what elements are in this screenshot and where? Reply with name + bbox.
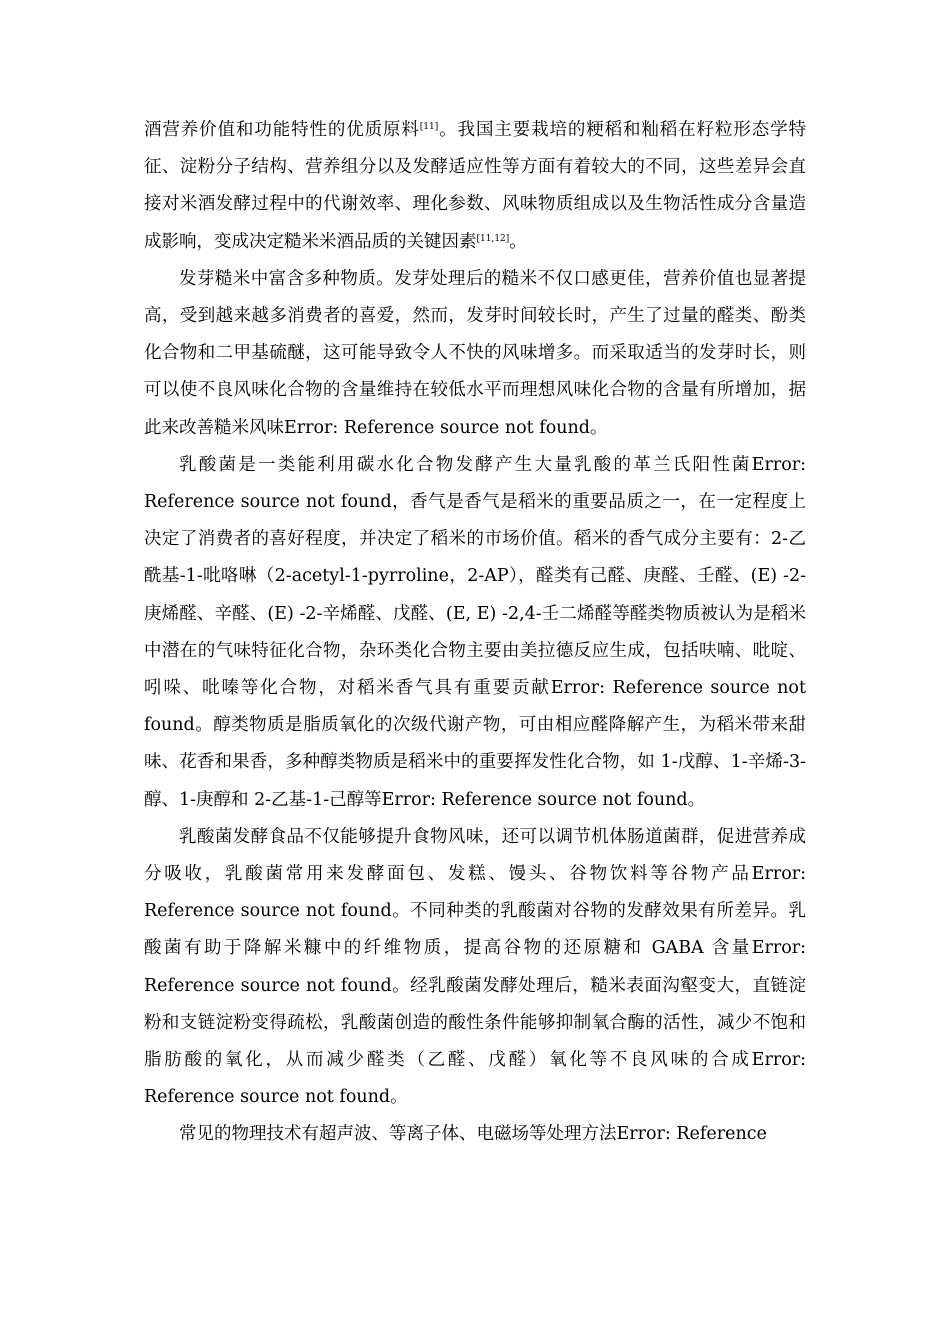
paragraph-text: 。我国主要栽培的粳稻和籼稻在籽粒形态学特征、淀粉分子结构、营养组分以及发酵适应性等方面有着较大的不同，这些差异会直接对米酒发酵过程中的代谢效率、理化参数、风味物质组成以及生物活性成分含量造成影响，变成决定糙米米酒品质的关键因素 [144, 120, 807, 252]
paragraph-text: 酒营养价值和功能特性的优质原料 [144, 120, 420, 140]
citation-ref: [11,12] [476, 233, 510, 244]
paragraph [144, 1116, 806, 1153]
paragraph-text: 乳酸菌是一类能利用碳水化合物发酵产生大量乳酸的革兰氏阳性菌Error: Reference source not found，香气是香气是稻米的重要品质之一，在一定程度上决定了消费者的喜好程度，并决定了稻米的市场价值。稻米的香气成分主要有：2-乙酰基-1-吡咯啉（2-acetyl-1-pyrroline，2-AP），醛类有己醛、庚醛、壬醛、(E) -2-庚烯醛、辛醛、(E) -2-辛烯醛、戊醛、(E, E) -2,4-壬二烯醛等醛类物质被认为是稻米中潜在的气味特征化合物，杂环类化合物主要由美拉德反应生成，包括呋喃、吡啶、吲哚、吡嗪等化合物，对稻米香气具有重要贡献Error: Reference source not found。醇类物质是脂质氧化的次级代谢产物，可由相应醛降解产生，为稻米带来甜味、花香和果香，多种醇类物质是稻米中的重要挥发性化合物，如 1-戊醇、1-辛烯-3-醇、1-庚醇和 2-乙基-1-己醇等Error: Reference source not found。 [144, 454, 806, 810]
document-page [144, 112, 806, 1154]
paragraph [144, 112, 806, 261]
paragraph-text: 发芽糙米中富含多种物质。发芽处理后的糙米不仅口感更佳，营养价值也显著提高，受到越来越多消费者的喜爱，然而，发芽时间较长时，产生了过量的醛类、酚类化合物和二甲基硫醚，这可能导致令人不快的风味增多。而采取适当的发芽时长，则可以使不良风味化合物的含量维持在较低水平而理想风味化合物的含量有所增加，据此来改善糙米风味Error: Reference source not found。 [144, 268, 806, 438]
document-body [144, 112, 806, 1154]
paragraph [144, 447, 806, 819]
paragraph-text: 常见的物理技术有超声波、等离子体、电磁场等处理方法Error: Reference [179, 1124, 767, 1145]
paragraph-text: 。 [509, 231, 527, 252]
citation-ref: [11] [419, 122, 439, 132]
paragraph-text: 乳酸菌发酵食品不仅能够提升食物风味，还可以调节机体肠道菌群，促进营养成分吸收，乳酸菌常用来发酵面包、发糕、馒头、谷物饮料等谷物产品Error: Reference source not found。不同种类的乳酸菌对谷物的发酵效果有所差异。乳酸菌有助于降解米糠中的纤维物质，提高谷物的还原糖和 GABA 含量Error: Reference source not found。经乳酸菌发酵处理后，糙米表面沟壑变大，直链淀粉和支链淀粉变得疏松，乳酸菌创造的酸性条件能够抑制氧合酶的活性，减少不饱和脂肪酸的氧化，从而减少醛类（乙醛、戊醛）氧化等不良风味的合成Error: Reference source not found。 [144, 826, 806, 1108]
paragraph [144, 261, 806, 447]
paragraph [144, 819, 806, 1117]
